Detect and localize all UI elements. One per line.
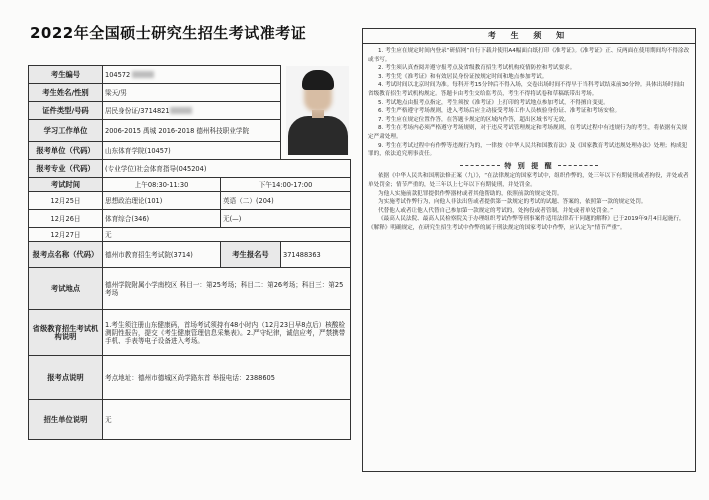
table-row	[29, 356, 351, 400]
page-title: 2022年全国硕士研究生招生考试准考证	[30, 24, 307, 42]
redacted-mark	[170, 107, 192, 114]
special-item: 依据《中华人民共和国刑法修正案（九）》，“在法律规定的国家考试中，组织作弊的，处三年以下有期徒刑或者拘役，并处或者单处罚金；情节严重的，处三年以上七年以下有期徒刑，并处罚金。	[368, 173, 689, 188]
notice-item: 6. 考生严格遵守考场规则，进入考场后应主动接受考场工作人员核验身份证、准考证和考场安检。	[378, 108, 621, 115]
field-label: 考生编号	[29, 66, 103, 84]
exam-notice-panel	[362, 28, 696, 472]
notice-body	[363, 44, 695, 235]
table-row	[29, 160, 351, 178]
notice-item: 3. 考生凭《准考证》和有效居民身份证按规定时间和地点参加考试。	[378, 73, 548, 80]
provincial-note: 1.考生须注册山东健康码，首场考试须持有48小时内（12月23日早8点后）核酸检测阴性报告，提交《考生健康管理信息采集表》。2.严守纪律，诚信应考，严禁携带手机、手表等电子设备进入考场。	[103, 310, 351, 356]
candidate-photo	[286, 66, 349, 155]
table-row	[29, 400, 351, 440]
notice-item: 8. 考生在考场内必须严格遵守考场规则，对于违反考试管理规定和考场规则，在考试过程中有违规行为的考生，将依据有关规定严肃处理。	[368, 125, 688, 140]
special-item: 《最高人民法院、最高人民检察院关于办理组织考试作弊等刑事案件适用法律若干问题的解释》已于2019年9月4日起施行，《解释》明确规定，在研究生招生考试中作弊的属于刑法规定的国家考试中作弊，应认定为“情节严重”。	[368, 216, 685, 231]
morning-session: 上午08:30-11:30	[103, 178, 221, 192]
special-item: 为实施考试作弊行为，向他人非法出售或者提供第一款规定的考试的试题、答案的，依照第一款的规定处罚。	[378, 199, 647, 206]
special-item: 代替他人或者让他人代替自己参加第一款规定的考试的，处拘役或者管制，并处或者单处罚金。”	[378, 207, 614, 214]
registration-number: 371488363	[281, 242, 351, 268]
notice-item: 4. 考试时间以北京时间为准。每科开考15分钟后不得入场，交卷出场时间不得早于当科考试结束前30分钟。具体出场时间由省级教育招生考试机构规定。答题卡由考生交给监考员，考生不得将试卷和草稿纸带出考场。	[368, 82, 685, 97]
schedule-row	[29, 228, 351, 242]
schedule-row	[29, 192, 351, 210]
field-label: 学习工作单位	[29, 120, 103, 142]
field-label: 考生姓名/性别	[29, 84, 103, 102]
field-label: 考生报名号	[221, 242, 281, 268]
notice-item: 9. 考生在考试过程中有作弊等违规行为的，一律按《中华人民共和国教育法》及《国家教育考试违规处理办法》处理；构成犯罪的，依法追究刑事责任。	[368, 142, 688, 158]
afternoon-session: 下午14:00-17:00	[221, 178, 351, 192]
exam-date: 12月26日	[29, 210, 103, 228]
exam-subject: 英语（二）(204)	[221, 192, 351, 210]
table-row	[29, 268, 351, 310]
field-label: 报考点说明	[29, 356, 103, 400]
notice-item: 2. 考生须认真查阅并遵守报考点及省级教育招生考试机构疫情防控和考试要求。	[378, 65, 576, 72]
field-label: 考试地点	[29, 268, 103, 310]
table-row	[29, 242, 351, 268]
exam-time-label: 考试时间	[29, 178, 103, 192]
site-note: 考点地址：德州市德城区尚学路东首 举报电话：2388605	[103, 356, 351, 400]
exam-subject: 体育综合(346)	[103, 210, 221, 228]
field-label: 报考点名称（代码）	[29, 242, 103, 268]
exam-location: 德州学院附属小学南校区 科目一：第25考场；科目二：第26考场；科目三：第25考场	[103, 268, 351, 310]
field-label: 报考专业（代码）	[29, 160, 103, 178]
work-unit: 2006-2015 禹城 2016-2018 德州科技职业学院	[103, 120, 281, 142]
notice-item: 5. 考试地点由报考点指定，考生须按《准考证》上打印的考试地点参加考试，不得擅自变更。	[378, 99, 609, 106]
table-row	[29, 310, 351, 356]
notice-title: 考 生 须 知	[363, 29, 695, 44]
field-label: 招生单位说明	[29, 400, 103, 440]
candidate-id: 104572	[105, 70, 131, 79]
exam-date: 12月27日	[29, 228, 103, 242]
special-item: 为他人实施前款犯罪提供作弊器材或者其他帮助的，依照前款的规定处罚。	[378, 190, 563, 197]
schedule-header-row	[29, 178, 351, 192]
special-reminder-heading: 特 别 提 醒	[368, 162, 690, 171]
candidate-name: 梁天/男	[103, 84, 281, 102]
field-label: 报考单位（代码）	[29, 142, 103, 160]
field-label: 证件类型/号码	[29, 102, 103, 120]
exam-subject: 思想政治理论(101)	[103, 192, 221, 210]
exam-site: 德州市教育招生考试院(3714)	[103, 242, 221, 268]
schedule-row	[29, 210, 351, 228]
exam-date: 12月25日	[29, 192, 103, 210]
field-label: 省级教育招生考试机构说明	[29, 310, 103, 356]
redacted-mark	[132, 71, 154, 78]
unit-note: 无	[103, 400, 351, 440]
apply-unit: 山东体育学院(10457)	[103, 142, 281, 160]
exam-subject: 无	[103, 228, 351, 242]
notice-item: 1. 考生应在规定时间内登录“研招网”自行下载并使用A4幅面白纸打印《准考证》。《准考证》正、反两面在使用期间均不得涂改或书写。	[368, 48, 690, 63]
notice-item: 7. 考生应在规定位置作答，在答题卡规定的区域内作答，超出区域书写无效。	[378, 116, 570, 123]
apply-major: (专业学位)社会体育指导(045204)	[103, 160, 351, 178]
id-number: 居民身份证/3714821	[105, 106, 170, 115]
exam-subject: 无(—)	[221, 210, 351, 228]
